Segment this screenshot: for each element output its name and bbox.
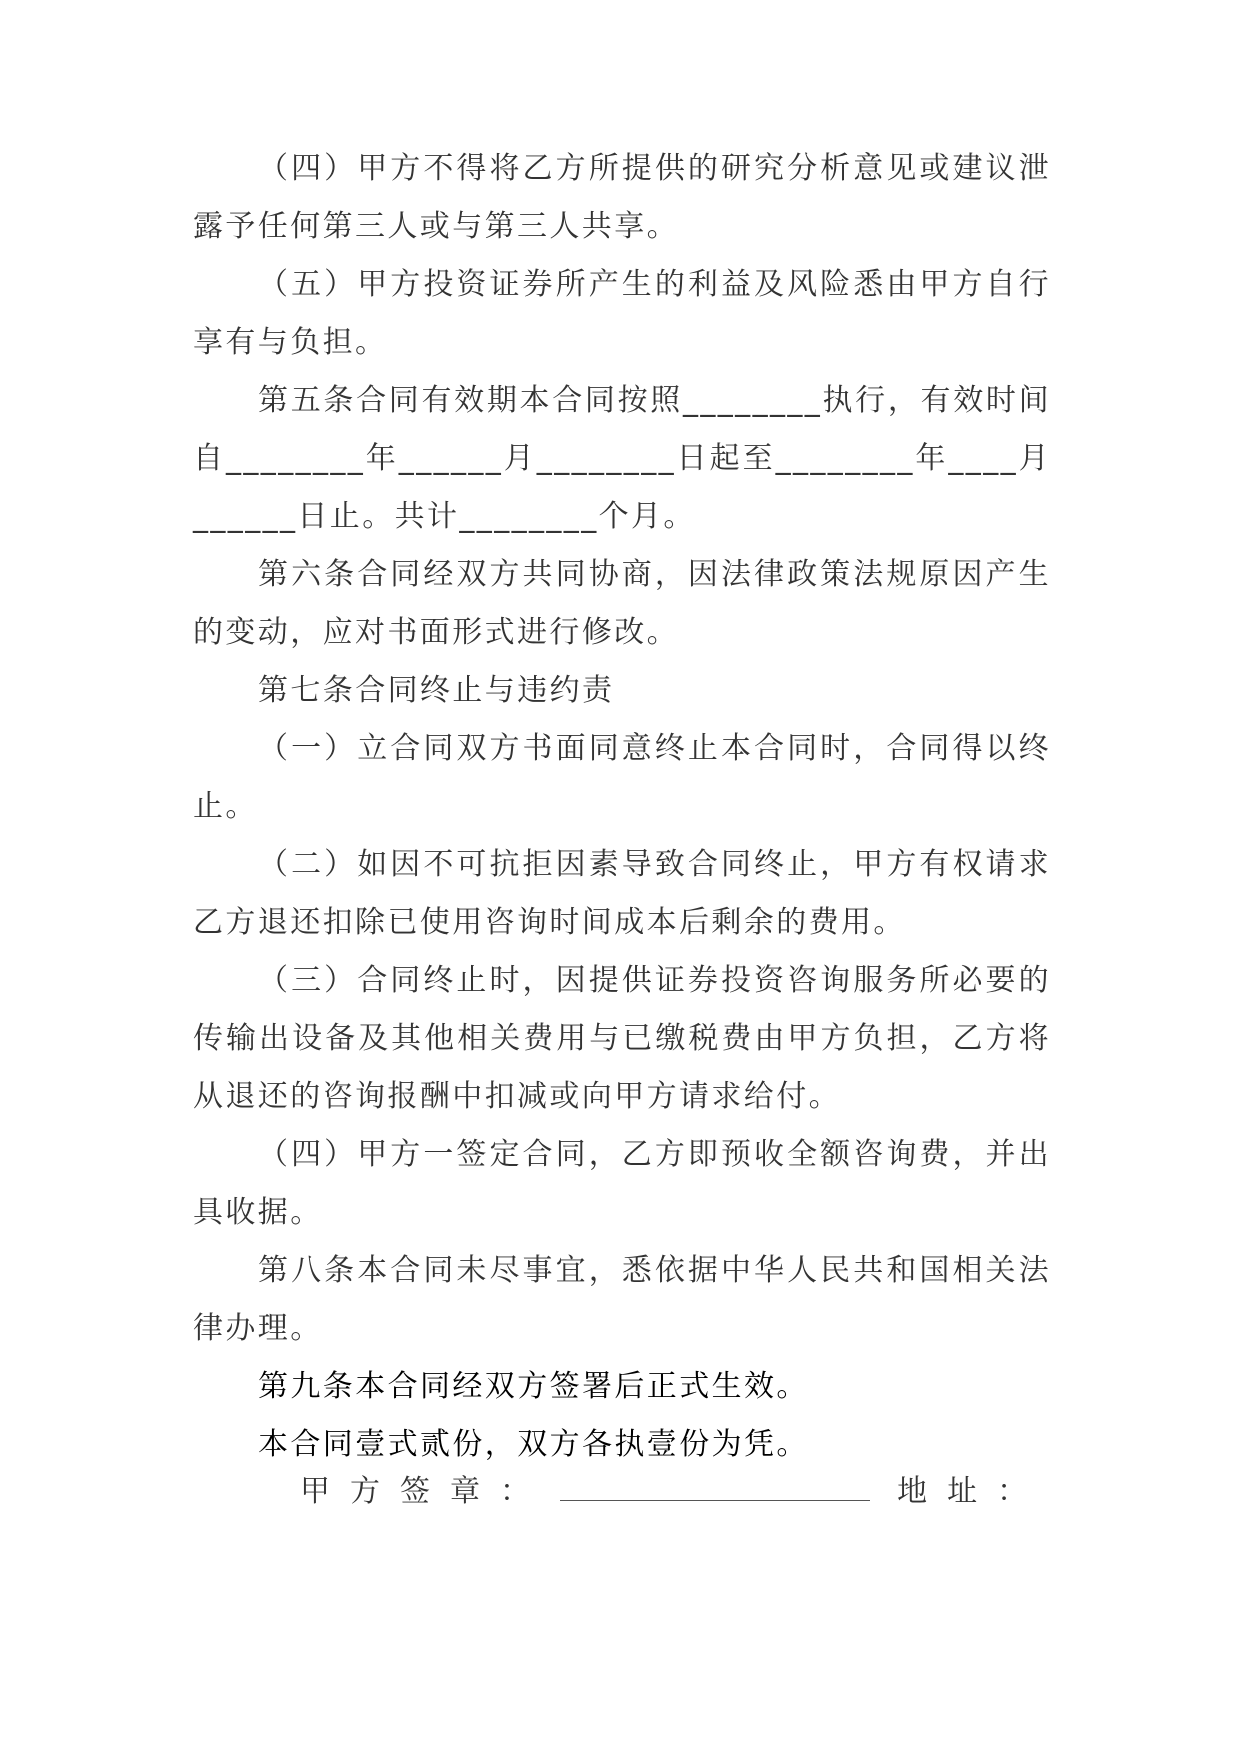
article-7-item-3: （三）合同终止时，因提供证券投资咨询服务所必要的传输出设备及其他相关费用与已缴税费由甲方负担，乙方将从退还的咨询报酬中扣减或向甲方请求给付。 [193,963,1051,1114]
article-6-amendment: 第六条合同经双方共同协商，因法律政策法规原因产生的变动，应对书面形式进行修改。 [193,557,1051,650]
address-label: 地址： [897,1474,1048,1509]
copies-statement: 本合同壹式贰份，双方各执壹份为凭。 [258,1428,809,1461]
article-8: 第八条本合同未尽事宜，悉依据中华人民共和国相关法律办理。 [193,1253,1051,1346]
article-9: 第九条本合同经双方签署后正式生效。 [258,1370,809,1403]
article-7-item-2: （二）如因不可抗拒因素导致合同终止，甲方有权请求乙方退还扣除已使用咨询时间成本后剩余的费用。 [193,847,1051,940]
party-a-signature-label: 甲方签章： [300,1474,550,1509]
article-5-validity-period: 第五条合同有效期本合同按照________执行，有效时间自________年______月________日起至________年____月______日止。共计________个月。 [193,383,1051,534]
article-7-item-1: （一）立合同双方书面同意终止本合同时，合同得以终止。 [193,731,1051,824]
clause-5-risk: （五）甲方投资证券所产生的利益及风险悉由甲方自行享有与负担。 [193,267,1051,360]
clause-4-confidentiality: （四）甲方不得将乙方所提供的研究分析意见或建议泄露予任何第三人或与第三人共享。 [193,151,1051,244]
article-7-item-4: （四）甲方一签定合同，乙方即预收全额咨询费，并出具收据。 [193,1137,1051,1230]
article-7-heading: 第七条合同终止与违约责 [258,673,615,708]
